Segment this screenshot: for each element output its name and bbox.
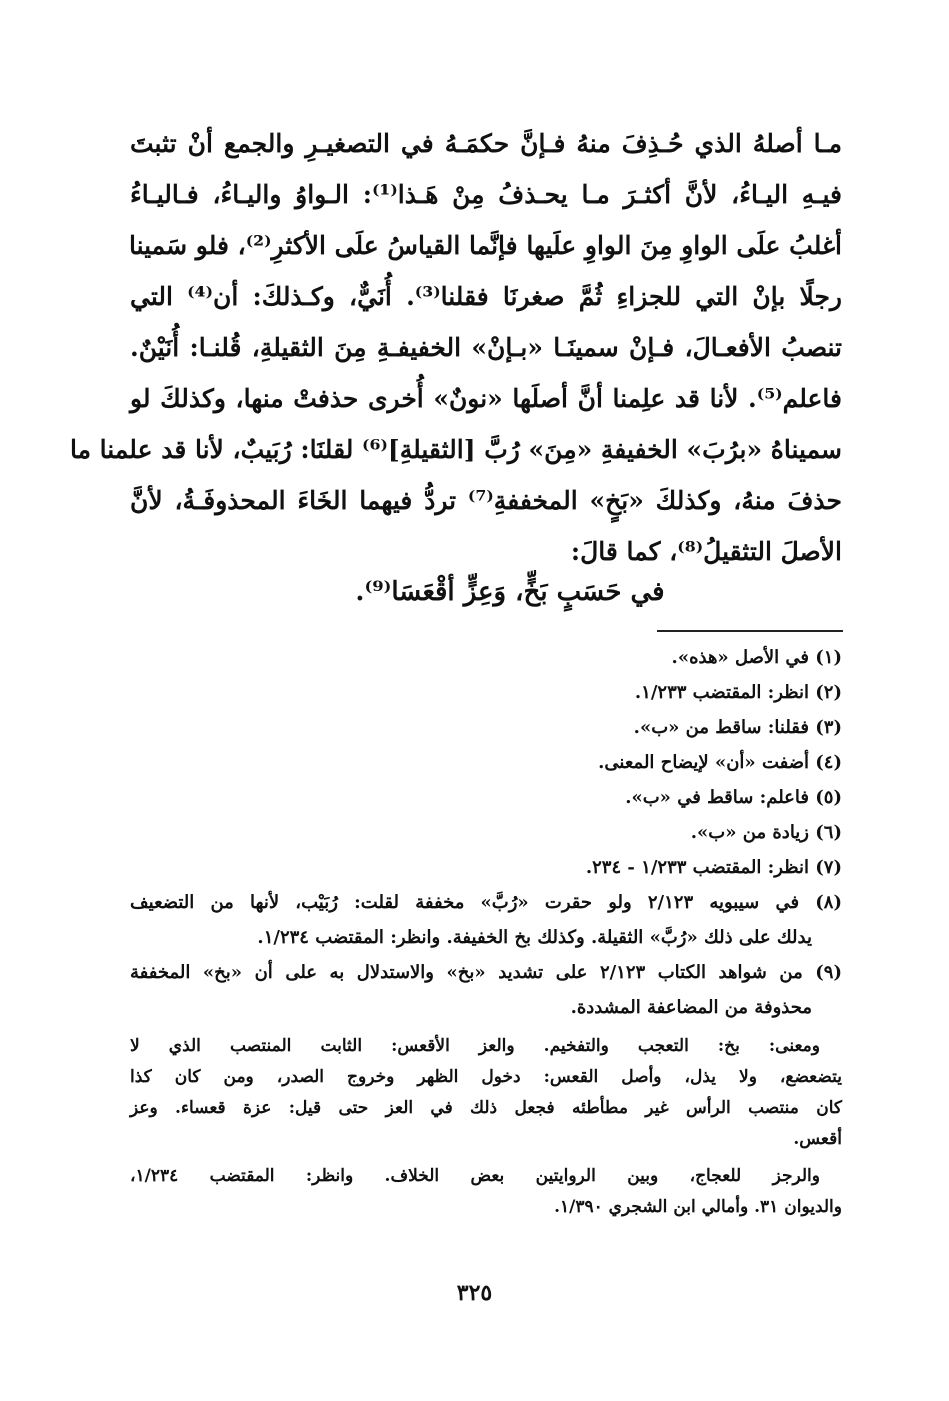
main-text-block [69,118,843,577]
footnote: (٣) فقلنا: ساقط من «ب». [633,717,842,738]
footnote: (٧) انظر: المقتضب ١/٢٣٣ - ٢٣٤. [585,857,842,878]
main-text-line: سميناهُ «برُبَ» الخفيفةِ «مِنَ» رُبَّ [الثقيلةِ]⁽⁶⁾ لقلنَا: رُبَيبٌ، لأنا قد علمنا ما [69,435,842,464]
footnote: (٢) انظر: المقتضب ١/٢٣٣. [634,682,842,703]
footnote: (٦) زيادة من «ب». [690,822,842,843]
commentary-line: يتضعضع، ولا يذل، وأصل القعس: دخول الظهر وخروج الصدر، ومن كان كذا [130,1067,842,1087]
main-text-line: رجلًا بإنْ التي للجزاءِ ثُمَّ صغرنَا فقلنا⁽³⁾. أُنَيٌّ، وكـذلكَ: أن⁽⁴⁾ التي [130,282,842,311]
footnote-commentary [130,1031,842,1155]
footnote-commentary [130,1161,842,1223]
main-text-line: مـا أصلهُ الذي حُـذِفَ منهُ فـإنَّ حكمَـهُ في التصغيـرِ والجمع أنْ تثبتَ [130,129,842,158]
footnote: (٤) أضفت «أن» لإيضاح المعنى. [598,752,842,773]
commentary-line: والرجز للعجاج، وبين الروايتين بعض الخلاف. وانظر: المقتضب ١/٢٣٤، [130,1166,820,1186]
footnote: (٥) فاعلم: ساقط في «ب». [625,787,842,808]
main-text-line: فيـهِ اليـاءُ، لأنَّ أكثـرَ مـا يحـذفُ مِنْ هَـذا⁽¹⁾: الـواوُ واليـاءُ، فـاليـاءُ [130,180,842,209]
main-text-line: تنصبُ الأفعـالَ، فـإنْ سمينَـا «بـإنْ» الخفيفـةِ مِنَ الثقيلةِ، قُلنـا: أُنَيْنٌ. [130,333,842,362]
main-text-line: أغلبُ علَى الواوِ مِنَ الواوِ علَيها فإنَّما القياسُ علَى الأكثرِ⁽²⁾، فلو سَمينا [128,231,842,260]
footnote: (١) في الأصل «هذه». [671,647,842,668]
footnote-continuation: يدلك على ذلك «رُبَّ» الثقيلة. وكذلك بخ الخفيفة. وانظر: المقتضب ١/٢٣٤. [257,927,812,948]
footnote-separator [657,630,843,632]
commentary-line: والديوان ٣١. وأمالي ابن الشجري ١/٣٩٠. [554,1197,842,1217]
commentary-line: كان منتصب الرأس غير مطأطئه فجعل ذلك في العز حتى قيل: عزة قعساء. وعز [130,1098,843,1118]
footnote: (٨) في سيبويه ٢/١٢٣ ولو حقرت «رُبَّ» مخففة لقلت: رُبَيْب، لأنها من التضعيف [130,892,842,913]
page-number: ٣٢٥ [456,1280,493,1306]
main-text-line: فاعلم⁽⁵⁾. لأنا قد علِمنا أنَّ أصلَها «نونٌ» أُخرى حذفتْ منها، وكذلكَ لو [130,384,842,413]
footnote: (٩) من شواهد الكتاب ٢/١٢٣ على تشديد «بخ» والاستدلال به على أن «بخ» المخففة [130,962,842,983]
footnotes-block [130,640,842,1223]
main-text-line: الأصلَ التثقيلُ⁽⁸⁾، كما قالَ: [570,537,842,566]
commentary-line: ومعنى: بخ: التعجب والتفخيم. والعز الأقعس: الثابت المنتصب الذي لا [130,1036,820,1056]
poetry-verse: في حَسَبٍ بَخٍّ، وَعِزٍّ أقْعَسَا⁽⁹⁾. [355,577,665,607]
footnote-continuation: محذوفة من المضاعفة المشددة. [570,997,812,1018]
main-text-line: حذفَ منهُ، وكذلكَ «بَخٍ» المخففةِ⁽⁷⁾ تردُّ فيهما الخَاءَ المحذوفَـةُ، لأنَّ [130,486,843,515]
commentary-line: أقعس. [793,1129,842,1149]
